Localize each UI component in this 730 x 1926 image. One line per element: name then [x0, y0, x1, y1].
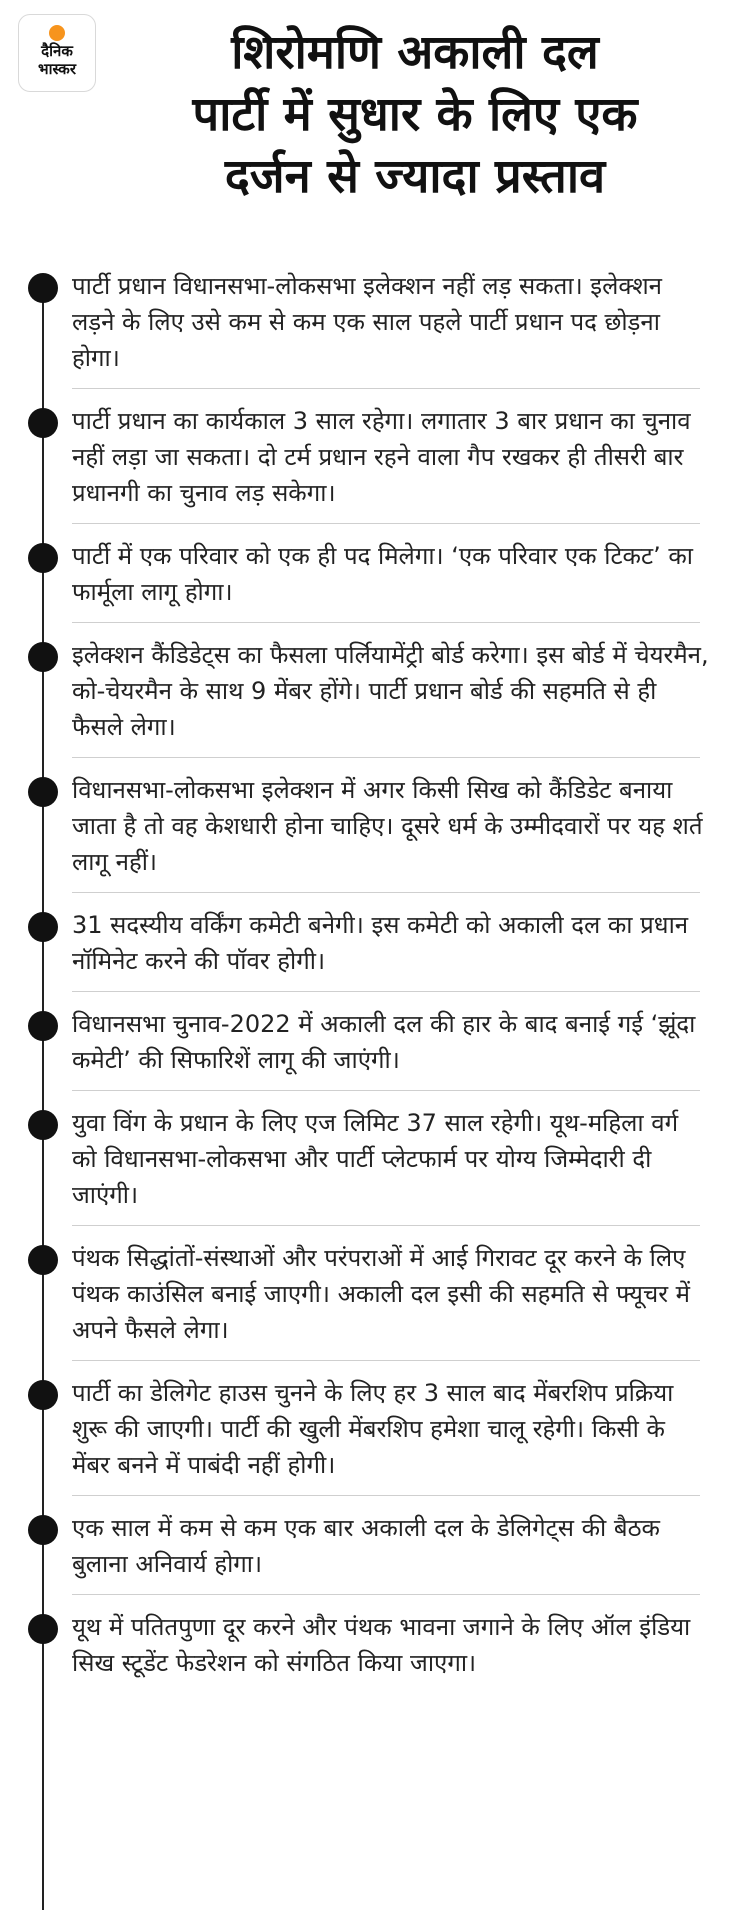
- bullet-dot-icon: [28, 777, 58, 807]
- divider: [72, 892, 700, 893]
- header: [0, 0, 730, 258]
- bullet-dot-icon: [28, 642, 58, 672]
- list-item: [0, 538, 730, 610]
- item-text: यूथ में पतितपुणा दूर करने और पंथक भावना जगाने के लिए ऑल इंडिया सिख स्टूडेंट फेडरेशन को संगठित किया जाएगा।: [72, 1613, 691, 1677]
- page-title: [112, 22, 718, 208]
- item-text: पंथक सिद्धांतों-संस्थाओं और परंपराओं में आई गिरावट दूर करने के लिए पंथक काउंसिल बनाई जाएगी। अकाली दल इसी की सहमति से फ्यूचर में अपने फैसले लेगा।: [72, 1244, 691, 1344]
- bullet-dot-icon: [28, 1110, 58, 1140]
- divider: [72, 1360, 700, 1361]
- bullet-dot-icon: [28, 543, 58, 573]
- list-item: [0, 1006, 730, 1078]
- bullet-dot-icon: [28, 273, 58, 303]
- divider: [72, 757, 700, 758]
- list-item: [0, 772, 730, 880]
- item-text: विधानसभा-लोकसभा इलेक्शन में अगर किसी सिख को कैंडिडेट बनाया जाता है तो वह केशधारी होना चाहिए। दूसरे धर्म के उम्मीदवारों पर यह शर्त लागू नहीं।: [72, 776, 703, 876]
- brand-name-line1: दैनिक: [41, 42, 73, 60]
- divider: [72, 1090, 700, 1091]
- list-item: [0, 1375, 730, 1483]
- item-text: पार्टी प्रधान विधानसभा-लोकसभा इलेक्शन नहीं लड़ सकता। इलेक्शन लड़ने के लिए उसे कम से कम एक साल पहले पार्टी प्रधान पद छोड़ना होगा।: [72, 272, 662, 372]
- divider: [72, 388, 700, 389]
- list-item: [0, 1240, 730, 1348]
- proposal-list: [0, 268, 730, 1681]
- bullet-dot-icon: [28, 1380, 58, 1410]
- item-text: पार्टी में एक परिवार को एक ही पद मिलेगा। ‘एक परिवार एक टिकट’ का फार्मूला लागू होगा।: [72, 542, 693, 606]
- list-item: [0, 1609, 730, 1681]
- list-item: [0, 637, 730, 745]
- list-item: [0, 268, 730, 376]
- bullet-dot-icon: [28, 408, 58, 438]
- item-text: एक साल में कम से कम एक बार अकाली दल के डेलिगेट्स की बैठक बुलाना अनिवार्य होगा।: [72, 1514, 660, 1578]
- divider: [72, 991, 700, 992]
- bullet-dot-icon: [28, 1011, 58, 1041]
- title-line-1: शिरोमणि अकाली दल: [231, 25, 599, 80]
- list-item: [0, 403, 730, 511]
- item-text: 31 सदस्यीय वर्किंग कमेटी बनेगी। इस कमेटी को अकाली दल का प्रधान नॉमिनेट करने की पॉवर होगी।: [72, 911, 689, 975]
- bullet-dot-icon: [28, 1515, 58, 1545]
- brand-logo: [18, 14, 96, 92]
- divider: [72, 622, 700, 623]
- item-text: इलेक्शन कैंडिडेट्स का फैसला पर्लियामेंट्री बोर्ड करेगा। इस बोर्ड में चेयरमैन, को-चेयरमैन के साथ 9 मेंबर होंगे। पार्टी प्रधान बोर्ड की सहमति से ही फैसले लेगा।: [72, 641, 709, 741]
- item-text: विधानसभा चुनाव-2022 में अकाली दल की हार के बाद बनाई गई ‘झूंदा कमेटी’ की सिफारिशें लागू की जाएंगी।: [72, 1010, 696, 1074]
- list-item: [0, 907, 730, 979]
- item-text: पार्टी प्रधान का कार्यकाल 3 साल रहेगा। लगातार 3 बार प्रधान का चुनाव नहीं लड़ा जा सकता। दो टर्म प्रधान रहने वाला गैप रखकर ही तीसरी बार प्रधानगी का चुनाव लड़ सकेगा।: [72, 407, 691, 507]
- bullet-dot-icon: [28, 1614, 58, 1644]
- title-line-3: दर्जन से ज्यादा प्रस्ताव: [224, 149, 606, 204]
- item-text: पार्टी का डेलिगेट हाउस चुनने के लिए हर 3 साल बाद मेंबरशिप प्रक्रिया शुरू की जाएगी। पार्टी की खुली मेंबरशिप हमेशा चालू रहेगी। किसी के मेंबर बनने में पाबंदी नहीं होगी।: [72, 1379, 674, 1479]
- divider: [72, 1495, 700, 1496]
- divider: [72, 523, 700, 524]
- divider: [72, 1225, 700, 1226]
- sun-icon: [49, 25, 65, 41]
- divider: [72, 1594, 700, 1595]
- list-item: [0, 1105, 730, 1213]
- item-text: युवा विंग के प्रधान के लिए एज लिमिट 37 साल रहेगी। यूथ-महिला वर्ग को विधानसभा-लोकसभा और पार्टी प्लेटफार्म पर योग्य जिम्मेदारी दी जाएंगी।: [72, 1109, 679, 1209]
- list-item: [0, 1510, 730, 1582]
- bullet-dot-icon: [28, 912, 58, 942]
- title-line-2: पार्टी में सुधार के लिए एक: [192, 87, 638, 142]
- brand-name-line2: भास्कर: [38, 60, 76, 78]
- bullet-dot-icon: [28, 1245, 58, 1275]
